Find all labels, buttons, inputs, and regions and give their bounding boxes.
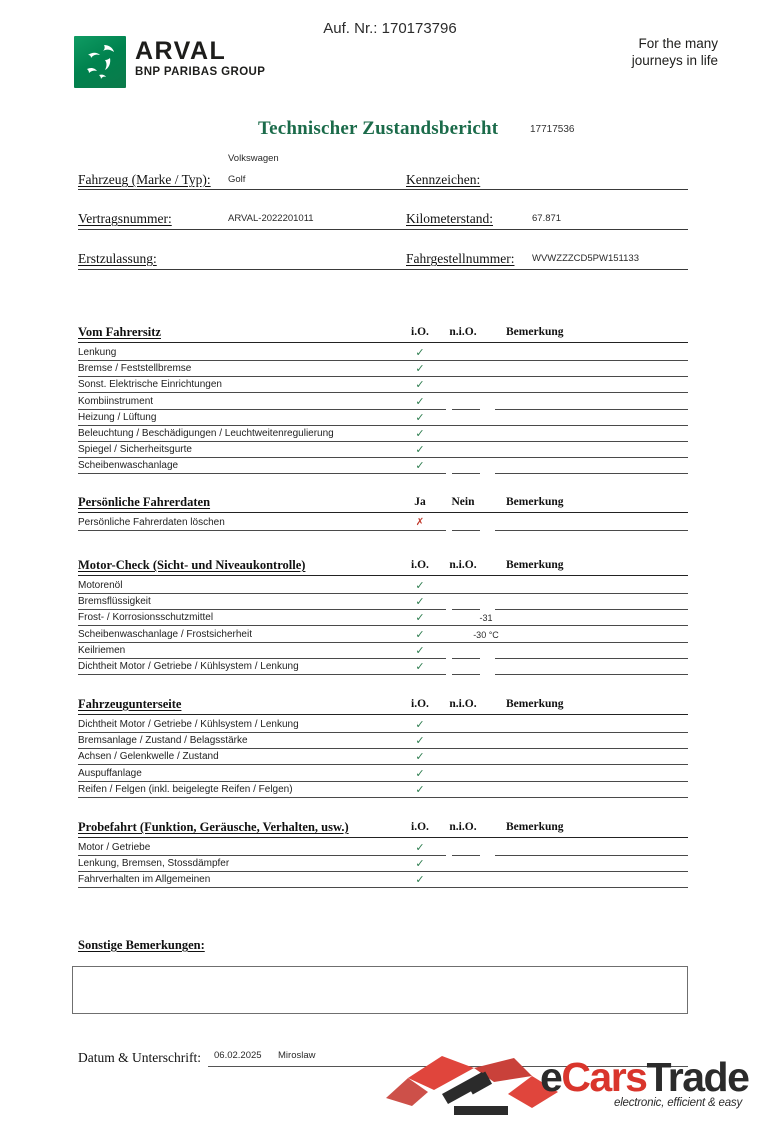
section-header-rule [78, 714, 688, 715]
column-header-nio: n.i.O. [449, 698, 477, 710]
tagline-line-1: For the many [638, 36, 718, 51]
checklist-row-rule [452, 473, 480, 474]
tagline-line-2: journeys in life [631, 53, 718, 68]
column-header-io: i.O. [411, 326, 429, 338]
check-mark-io[interactable]: ✓ [415, 874, 425, 887]
checklist-row-label: Frost- / Korrosionsschutzmittel [78, 612, 214, 624]
column-header-remark: Bemerkung [506, 821, 564, 833]
value-contract: ARVAL-2022201011 [228, 213, 314, 224]
column-header-yes: Ja [414, 496, 426, 508]
arval-logo-text [135, 38, 265, 79]
checklist-row-rule [78, 887, 688, 888]
signature-date: 06.02.2025 [214, 1050, 262, 1061]
checklist-row-label: Dichtheit Motor / Getriebe / Kühlsystem / Lenkung [78, 661, 299, 672]
checklist-row-rule [495, 674, 688, 675]
checklist-row-rule [452, 409, 480, 410]
check-mark-io[interactable]: ✓ [415, 596, 425, 609]
label-first-registration: Erstzulassung: [78, 251, 157, 266]
section-title: Probefahrt (Funktion, Geräusche, Verhalten, usw.) [78, 820, 349, 834]
checklist-row-rule [78, 457, 688, 458]
arval-logo-mark [74, 36, 126, 88]
checklist-row-rule [495, 658, 688, 659]
check-mark-io[interactable]: ✓ [415, 858, 425, 871]
checklist-row-label: Lenkung, Bremsen, Stossdämpfer [78, 858, 230, 870]
check-mark-io[interactable]: ✓ [415, 842, 425, 854]
section-header-rule [78, 512, 688, 513]
column-header-remark: Bemerkung [506, 326, 564, 338]
value-vin: WVWZZZCD5PW151133 [532, 253, 639, 264]
column-header-nio: n.i.O. [449, 559, 477, 571]
column-header-io: i.O. [411, 698, 429, 710]
ecarstrade-wordmark [540, 1055, 748, 1099]
checklist-row-label: Scheibenwaschanlage / Frostsicherheit [78, 628, 252, 640]
checklist-row-rule [78, 409, 446, 410]
section-title: Fahrzeugunterseite [78, 697, 182, 711]
checklist-row-label: Bremsflüssigkeit [78, 596, 151, 608]
signature-name: Miroslaw [278, 1050, 316, 1061]
column-header-remark: Bemerkung [506, 496, 564, 508]
checklist-row-label: Reifen / Felgen (inkl. beigelegte Reifen / Felgen) [78, 783, 293, 795]
checklist-row-rule [78, 360, 688, 361]
checklist-row-rule [78, 732, 688, 733]
check-mark-io[interactable]: ✓ [415, 460, 425, 473]
check-mark-io[interactable]: ✓ [415, 379, 425, 392]
checklist-row-rule [495, 530, 688, 531]
check-mark-io[interactable]: ✓ [415, 428, 425, 440]
checklist-row-rule [78, 625, 688, 626]
checklist-row-rule [78, 376, 688, 377]
column-header-remark: Bemerkung [506, 698, 564, 710]
section-header-rule [78, 575, 688, 576]
checklist-row-label: Auspuffanlage [78, 767, 142, 779]
column-header-nio: n.i.O. [449, 326, 477, 338]
checklist-row-rule [452, 530, 480, 531]
checklist-row-label: Fahrverhalten im Allgemeinen [78, 874, 211, 886]
checklist-row-rule [78, 425, 688, 426]
checklist-row-rule [78, 748, 688, 749]
checklist-row-rule [78, 674, 446, 675]
check-mark-io[interactable]: ✓ [415, 735, 425, 748]
checklist-row-rule [452, 674, 480, 675]
check-mark-io[interactable]: ✓ [415, 612, 425, 625]
check-mark-io[interactable]: ✓ [415, 395, 425, 408]
checklist-row-label: Persönliche Fahrerdaten löschen [78, 517, 225, 528]
check-mark-io[interactable]: ✓ [415, 644, 425, 657]
column-header-io: i.O. [411, 559, 429, 571]
checklist-row-label: Heizung / Lüftung [78, 411, 157, 423]
wordmark-e: e [540, 1054, 562, 1100]
checklist-row-rule [78, 764, 688, 765]
checklist-row-rule [452, 609, 480, 610]
check-mark-io[interactable]: ✓ [415, 444, 425, 457]
remarks-label: Sonstige Bemerkungen: [78, 938, 205, 952]
checklist-row-label: Sonst. Elektrische Einrichtungen [78, 379, 222, 391]
rule-vehicle-row [78, 189, 688, 190]
checklist-row-rule [78, 658, 446, 659]
check-mark-io[interactable]: ✓ [415, 580, 425, 592]
remarks-box[interactable] [72, 966, 688, 1014]
checklist-row-rule [78, 530, 446, 531]
checklist-row-label: Achsen / Gelenkwelle / Zustand [78, 751, 219, 763]
checklist-row-rule [452, 855, 480, 856]
check-mark-io[interactable]: ✓ [415, 411, 425, 424]
checklist-row-rule [78, 797, 688, 798]
label-mileage: Kilometerstand: [406, 211, 493, 226]
column-header-nio: n.i.O. [449, 821, 477, 833]
checklist-row-rule [78, 609, 446, 610]
checklist-row-label: Dichtheit Motor / Getriebe / Kühlsystem / Lenkung [78, 719, 299, 730]
checklist-row-rule [78, 781, 688, 782]
column-header-io: i.O. [411, 821, 429, 833]
checklist-row-note: -31 [479, 613, 493, 624]
checklist-row-rule [495, 473, 688, 474]
report-number: 17717536 [530, 124, 575, 135]
checklist-row-label: Beleuchtung / Beschädigungen / Leuchtweitenregulierung [78, 428, 334, 439]
value-vehicle-make: Volkswagen [228, 153, 279, 164]
checklist-row-rule [78, 642, 688, 643]
section-header-rule [78, 342, 688, 343]
page-title: Technischer Zustandsbericht [258, 118, 499, 139]
checklist-row-label: Motor / Getriebe [78, 842, 151, 853]
ecarstrade-tagline: electronic, efficient & easy [614, 1097, 742, 1109]
checklist-row-label: Bremse / Feststellbremse [78, 363, 192, 375]
label-vin: Fahrgestellnummer: [406, 251, 515, 266]
checklist-row-rule [495, 855, 688, 856]
tagline [632, 35, 718, 69]
label-plate: Kennzeichen: [406, 172, 481, 187]
checklist-row-rule [78, 473, 446, 474]
value-mileage: 67.871 [532, 213, 562, 224]
checklist-row-label: Keilriemen [78, 644, 126, 656]
section-header-rule [78, 837, 688, 838]
wordmark-trade: Trade [646, 1054, 749, 1100]
check-mark-io[interactable]: ✓ [415, 347, 425, 359]
check-mark-io[interactable]: ✓ [415, 719, 425, 731]
checklist-row-rule [78, 392, 688, 393]
rule-registration-row [78, 269, 688, 270]
check-mark-io[interactable]: ✓ [415, 783, 425, 796]
checklist-row-rule [495, 409, 688, 410]
signature-label: Datum & Unterschrift: [78, 1050, 201, 1065]
check-mark-io[interactable]: ✓ [415, 628, 425, 641]
brand-name: ARVAL [135, 37, 227, 65]
wordmark-cars: Cars [561, 1054, 647, 1100]
check-mark-io[interactable]: ✓ [415, 661, 425, 673]
checklist-row-label: Spiegel / Sicherheitsgurte [78, 444, 192, 456]
brand-group: BNP PARIBAS GROUP [135, 66, 266, 78]
section-title: Persönliche Fahrerdaten [78, 495, 211, 509]
checklist-row-label: Lenkung [78, 347, 117, 358]
column-header-no: Nein [451, 496, 475, 508]
cross-mark-nio[interactable]: ✗ [415, 517, 425, 528]
checklist-row-label: Kombiinstrument [78, 395, 154, 407]
checklist-row-note: -30 °C [473, 629, 499, 640]
checklist-row-rule [78, 593, 688, 594]
label-vehicle: Fahrzeug (Marke / Typ): [78, 172, 211, 187]
column-header-remark: Bemerkung [506, 559, 564, 571]
checklist-row-rule [495, 609, 688, 610]
section-title: Vom Fahrersitz [78, 325, 161, 339]
rule-contract-row [78, 229, 688, 230]
check-mark-io[interactable]: ✓ [415, 751, 425, 764]
checklist-row-label: Bremsanlage / Zustand / Belagsstärke [78, 735, 248, 747]
checklist-row-rule [452, 658, 480, 659]
label-contract: Vertragsnummer: [78, 211, 172, 226]
checklist-row-rule [78, 855, 446, 856]
check-mark-io[interactable]: ✓ [415, 363, 425, 376]
checklist-row-rule [78, 871, 688, 872]
checklist-row-label: Scheibenwaschanlage [78, 460, 179, 472]
check-mark-io[interactable]: ✓ [415, 767, 425, 780]
section-title: Motor-Check (Sicht- und Niveaukontrolle) [78, 558, 306, 572]
checklist-row-label: Motorenöl [78, 580, 123, 591]
order-number: Auf. Nr.: 170173796 [323, 20, 457, 37]
checklist-row-rule [78, 441, 688, 442]
value-vehicle-model: Golf [228, 174, 246, 185]
